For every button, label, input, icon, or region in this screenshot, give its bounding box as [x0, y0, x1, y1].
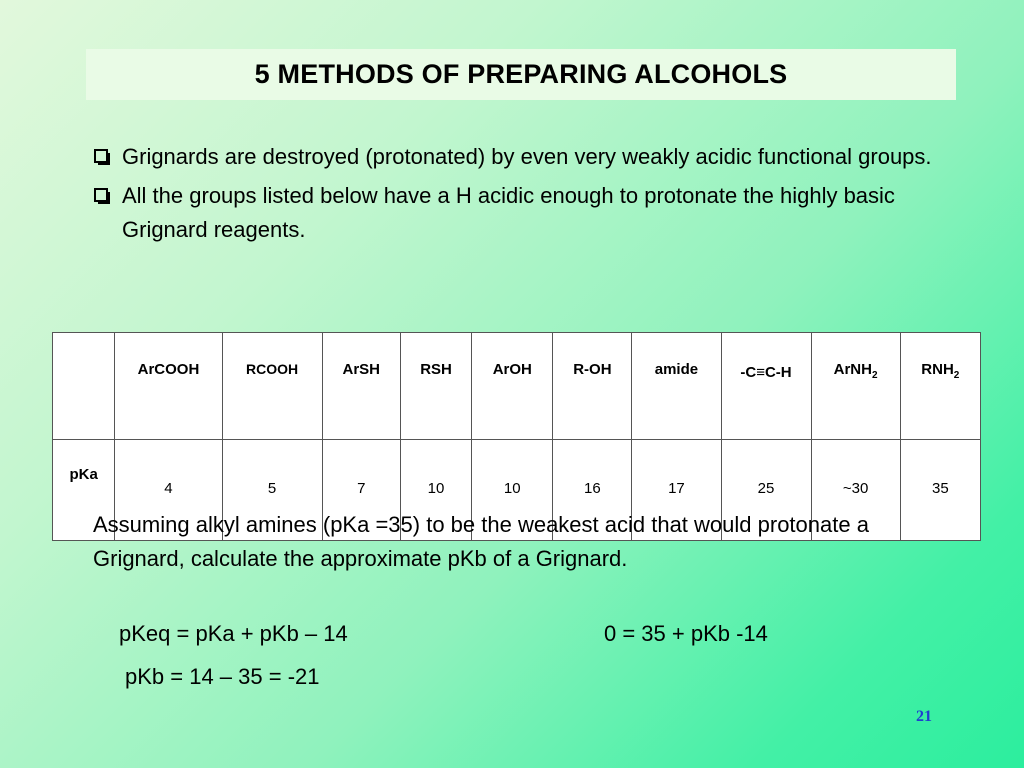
- slide-title: 5 METHODS OF PREPARING ALCOHOLS: [254, 59, 788, 89]
- equation-substituted: 0 = 35 + pKb -14: [604, 621, 768, 646]
- table-header-row: [53, 333, 981, 440]
- table-cell: ~30: [811, 440, 900, 541]
- table-cell: 5: [222, 440, 322, 541]
- bullet-list: [90, 140, 940, 252]
- table-cell: 10: [472, 440, 553, 541]
- page-number: 21: [916, 708, 932, 725]
- table-header-cell: RSH: [400, 333, 471, 440]
- table-row-label: pKa: [53, 440, 115, 541]
- bullet-text: All the groups listed below have a H acidic enough to protonate the highly basic Grignard reagents.: [122, 183, 895, 242]
- table-header-cell: -C≡C-H: [721, 333, 811, 440]
- table-corner-cell: [53, 333, 115, 440]
- bullet-text: Grignards are destroyed (protonated) by even very weakly acidic functional groups.: [122, 144, 932, 169]
- table-cell: 7: [322, 440, 400, 541]
- table-header-cell: RCOOH: [222, 333, 322, 440]
- table-header-cell: amide: [632, 333, 721, 440]
- equation-result: pKb = 14 – 35 = -21: [125, 664, 320, 689]
- bullet-item: [90, 140, 940, 174]
- bullet-item: [90, 179, 940, 247]
- table-cell: 35: [900, 440, 980, 541]
- question-paragraph: Assuming alkyl amines (pKa =35) to be the weakest acid that would protonate a Grignard, calculate the approximate pKb of a Grignard.: [93, 512, 869, 571]
- checkbox-square-icon: [94, 149, 108, 163]
- equation-general: pKeq = pKa + pKb – 14: [119, 621, 348, 646]
- table-header-cell: ArOH: [472, 333, 553, 440]
- table-cell: 16: [553, 440, 632, 541]
- checkbox-square-icon: [94, 188, 108, 202]
- table-cell: 10: [400, 440, 471, 541]
- table-cell: 4: [115, 440, 222, 541]
- table-header-cell: ArCOOH: [115, 333, 222, 440]
- table-header-cell: $RNH_2$: [900, 333, 980, 440]
- table-header-cell: R-OH: [553, 333, 632, 440]
- table-header-cell: ArSH: [322, 333, 400, 440]
- table-cell: 17: [632, 440, 721, 541]
- table-cell: 25: [721, 440, 811, 541]
- title-box: [86, 49, 956, 100]
- table-header-cell: ArNH$_2$: [811, 333, 900, 440]
